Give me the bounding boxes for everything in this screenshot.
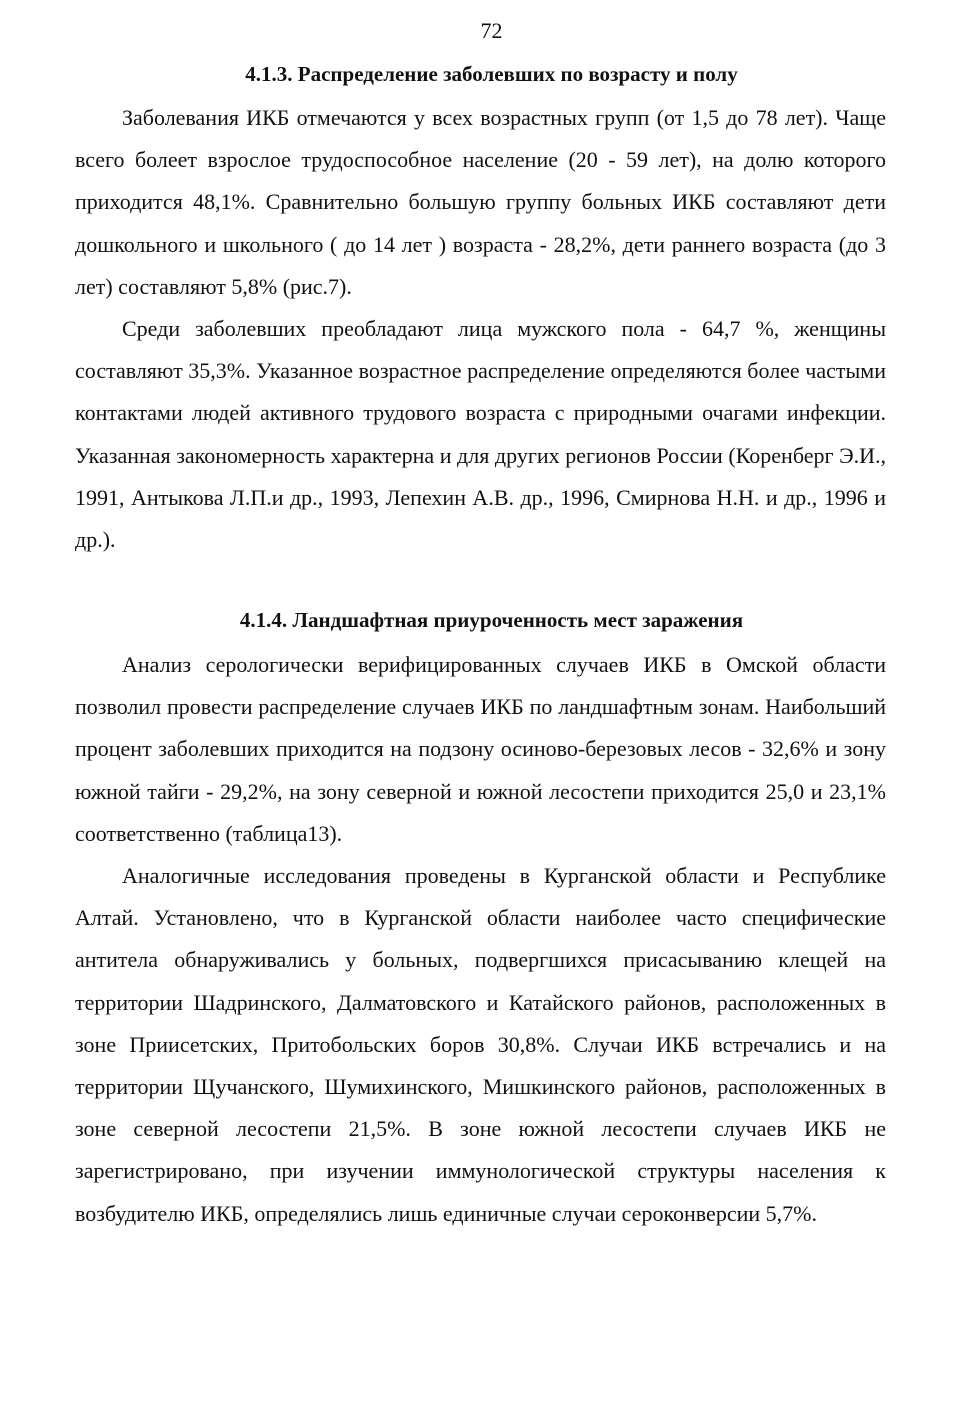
paragraph: Анализ серологически верифицированных случаев ИКБ в Омской области позволил провести распределение случаев ИКБ по ландшафтным зонам. Наибольший процент заболевших приходится на подзону осиново-березовых лесов - 32,6% и зону южной тайги - 29,2%, на зону северной и южной лесостепи приходится 25,0 и 23,1% соответственно (таблица13). <box>75 652 886 846</box>
section-heading-4-1-3: 4.1.3. Распределение заболевших по возрасту и полу <box>245 62 738 86</box>
paragraph: Заболевания ИКБ отмечаются у всех возрастных групп (от 1,5 до 78 лет). Чаще всего болеет взрослое трудоспособное население (20 - 59 лет), на долю которого приходится 48,1%. Сравнительно большую группу больных ИКБ составляют дети дошкольного и школьного ( до 14 лет ) возраста - 28,2%, дети раннего возраста (до 3 лет) составляют 5,8% (рис.7). <box>75 105 886 299</box>
section-body-4-1-4 <box>75 644 886 1235</box>
page-number: 72 <box>480 18 503 43</box>
section-heading-4-1-4: 4.1.4. Ландшафтная приуроченность мест заражения <box>239 608 744 632</box>
section-body-4-1-3 <box>75 97 886 561</box>
paragraph: Среди заболевших преобладают лица мужского пола - 64,7 %, женщины составляют 35,3%. Указанное возрастное распределение определяются более частыми контактами людей активного трудового возраста с природными очагами инфекции. Указанная закономерность характерна и для других регионов России (Коренберг Э.И., 1991, Антыкова Л.П.и др., 1993, Лепехин А.В. др., 1996, Смирнова Н.Н. и др., 1996 и др.). <box>75 316 886 553</box>
paragraph: Аналогичные исследования проведены в Курганской области и Республике Алтай. Установлено, что в Курганской области наиболее часто специфические антитела обнаруживались у больных, подвергшихся присасыванию клещей на территории Шадринского, Далматовского и Катайского районов, расположенных в зоне Приисетских, Притобольских боров 30,8%. Случаи ИКБ встречались и на территории Щучанского, Шумихинского, Мишкинского районов, расположенных в зоне северной лесостепи 21,5%. В зоне южной лесостепи случаев ИКБ не зарегистрировано, при изучении иммунологической структуры населения к возбудителю ИКБ, определялись лишь единичные случаи сероконверсии 5,7%. <box>75 863 886 1226</box>
